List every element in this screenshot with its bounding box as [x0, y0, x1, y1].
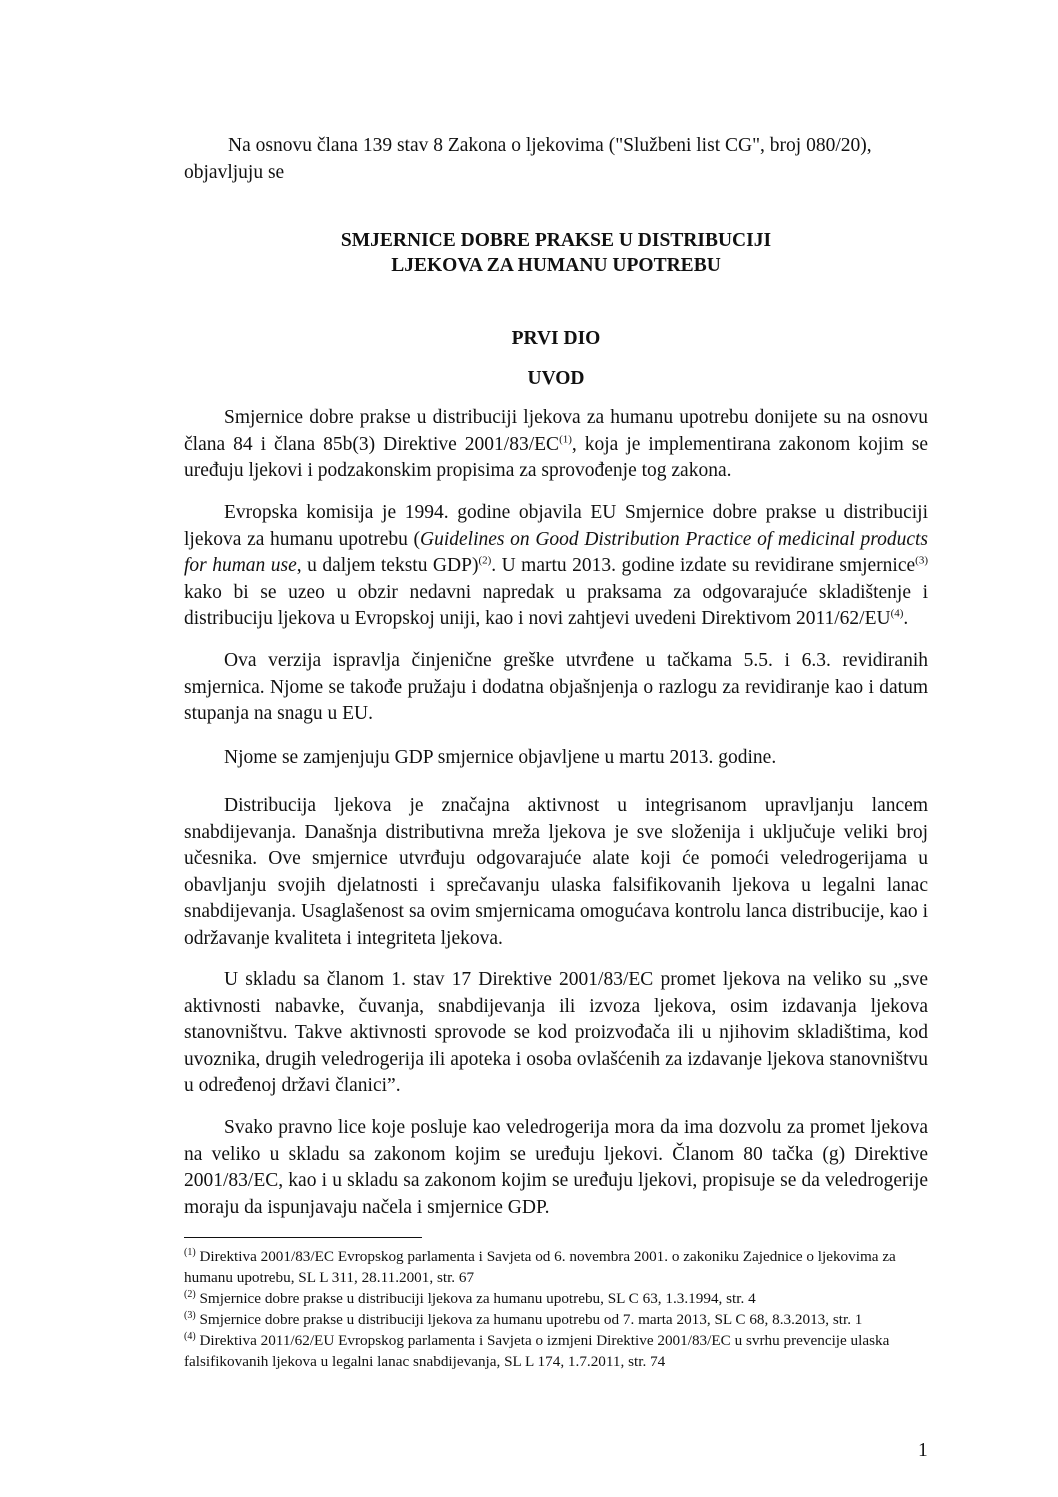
paragraph-3: Ova verzija ispravlja činjenične greške utvrđene u tačkama 5.5. i 6.3. revidiranih smjernica. Njome se takođe pružaju i dodatna objašnjenja o razlogu za revidiranje kao i datum stupanja na snagu u EU. — [184, 650, 928, 725]
footnote-ref-3: (3) — [915, 554, 928, 567]
part-heading: PRVI DIO — [511, 328, 601, 349]
paragraph-2-text-c: . U martu 2013. godine izdate su revidirane smjernice — [491, 555, 916, 577]
paragraph-5: Distribucija ljekova je značajna aktivnost u integrisanom upravljanju lancem snabdijevanja. Današnja distributivna mreža ljekova je sve složenija i uključuje veliki broj učesnika. Ove smjernice utvrđuju odgovarajuće alate koji će pomoći veledrogerijama u obavljanju svojih djelatnosti i sprečavanju ulaska falsifikovanih ljekova u legalni lanac snabdijevanja. Usaglašenost sa ovim smjernicama omogućava kontrolu lanca distribucije, kao i održavanje kvaliteta i integriteta ljekova. — [184, 795, 928, 949]
paragraph-1-text-b: , koja je implementirana zakonom kojim se uređuju ljekovi i podzakonskim propisima za sprovođenje tog zakona. — [184, 433, 928, 482]
title-line-1: SMJERNICE DOBRE PRAKSE U DISTRIBUCIJI — [340, 230, 772, 251]
paragraph-1-text-a: Smjernice dobre prakse u distribuciji ljekova za humanu upotrebu donijete su na osnovu člana 84 i člana 85b(3) Direktive 2001/83/EC — [184, 407, 928, 455]
footnote-divider — [184, 1237, 422, 1238]
footnote-text: Smjernice dobre prakse u distribuciji ljekova za humanu upotrebu od 7. marta 2013, SL C 68, 8.3.2013, str. 1 — [195, 1311, 863, 1328]
intro-line-1: Na osnovu člana 139 stav 8 Zakona o ljekovima ("Službeni list CG", broj 080/20), — [228, 135, 872, 156]
footnote-text: Direktiva 2001/83/EC Evropskog parlamenta i Savjeta od 6. novembra 2001. o zakoniku Zajednice o ljekovima za humanu upotrebu, SL L 311, 28.11.2001, str. 67 — [184, 1248, 896, 1286]
paragraph-2-text-b: , u daljem tekstu GDP) — [296, 555, 479, 577]
footnote-mark: (3) — [184, 1309, 196, 1321]
footnote-ref-4: (4) — [890, 607, 904, 620]
paragraph-2-text-e: . — [903, 608, 909, 630]
footnotes-list — [184, 1246, 928, 1372]
paragraph-2-text-a: Evropska komisija je 1994. godine objavila EU Smjernice dobre prakse u distribuciji ljekova za humanu upotrebu ( — [184, 502, 928, 550]
footnote-ref-2: (2) — [478, 554, 492, 567]
paragraph-7: Svako pravno lice koje posluje kao veledrogerija mora da ima dozvolu za promet ljekova na veliko u skladu sa zakonom kojim se uređuju ljekovi. Članom 80 tačka (g) Direktive 2001/83/EC, kao i u skladu sa zakonom kojim se uređuju ljekovi, propisuje se da veledrogerije moraju da ispunjavaju načela i smjernice GDP. — [184, 1117, 928, 1218]
paragraph-1 — [184, 405, 928, 485]
footnote-ref-1: (1) — [559, 433, 572, 446]
document-title — [184, 228, 928, 278]
paragraph-6: U skladu sa članom 1. stav 17 Direktive 2001/83/EC promet ljekova na veliko su „sve aktivnosti nabavke, čuvanja, snabdijevanja ili izvoza ljekova, osim izdavanja ljekova stanovništvu. Takve aktivnosti sprovode se kod proizvođača ili u njihovim skladištima, kod uvoznika, drugih veledrogerija ili apoteka i osoba ovlašćenih za izdavanje ljekova stanovništvu u određenoj državi članici”. — [184, 969, 928, 1097]
footnote-text: Smjernice dobre prakse u distribuciji ljekova za humanu upotrebu, SL C 63, 1.3.1994, str. 4 — [195, 1290, 756, 1307]
footnote-mark: (1) — [184, 1246, 196, 1258]
section-heading: UVOD — [527, 368, 585, 389]
paragraph-2 — [184, 500, 928, 633]
footnote-text: Direktiva 2011/62/EU Evropskog parlamenta i Savjeta o izmjeni Direktive 2001/83/EC u svrhu prevencije ulaska falsifikovanih ljekova u legalni lanac snabdijevanja, SL L 174, 1.7.2011, str. 74 — [184, 1332, 890, 1370]
title-line-2: LJEKOVA ZA HUMANU UPOTREBU — [391, 255, 721, 276]
guidelines-title-italic: Guidelines on Good Distribution Practice of medicinal products for human use — [184, 528, 928, 577]
footnote-2 — [184, 1288, 928, 1309]
intro-paragraph — [184, 133, 928, 186]
footnote-mark: (4) — [184, 1330, 196, 1342]
footnote-4 — [184, 1330, 928, 1372]
paragraph-4: Njome se zamjenjuju GDP smjernice objavljene u martu 2013. godine. — [224, 747, 777, 768]
footnote-3 — [184, 1309, 928, 1330]
intro-line-2: objavljuju se — [184, 161, 285, 183]
page-number: 1 — [918, 1440, 928, 1461]
paragraph-2-text-d: kako bi se uzeo u obzir nedavni napredak u praksama za odgovarajuće skladištenje i distribuciju ljekova u Evropskoj uniji, kao i novi zahtjevi uvedeni Direktivom 2011/62/EU — [184, 581, 928, 630]
footnote-mark: (2) — [184, 1288, 196, 1300]
footnote-1 — [184, 1246, 928, 1288]
